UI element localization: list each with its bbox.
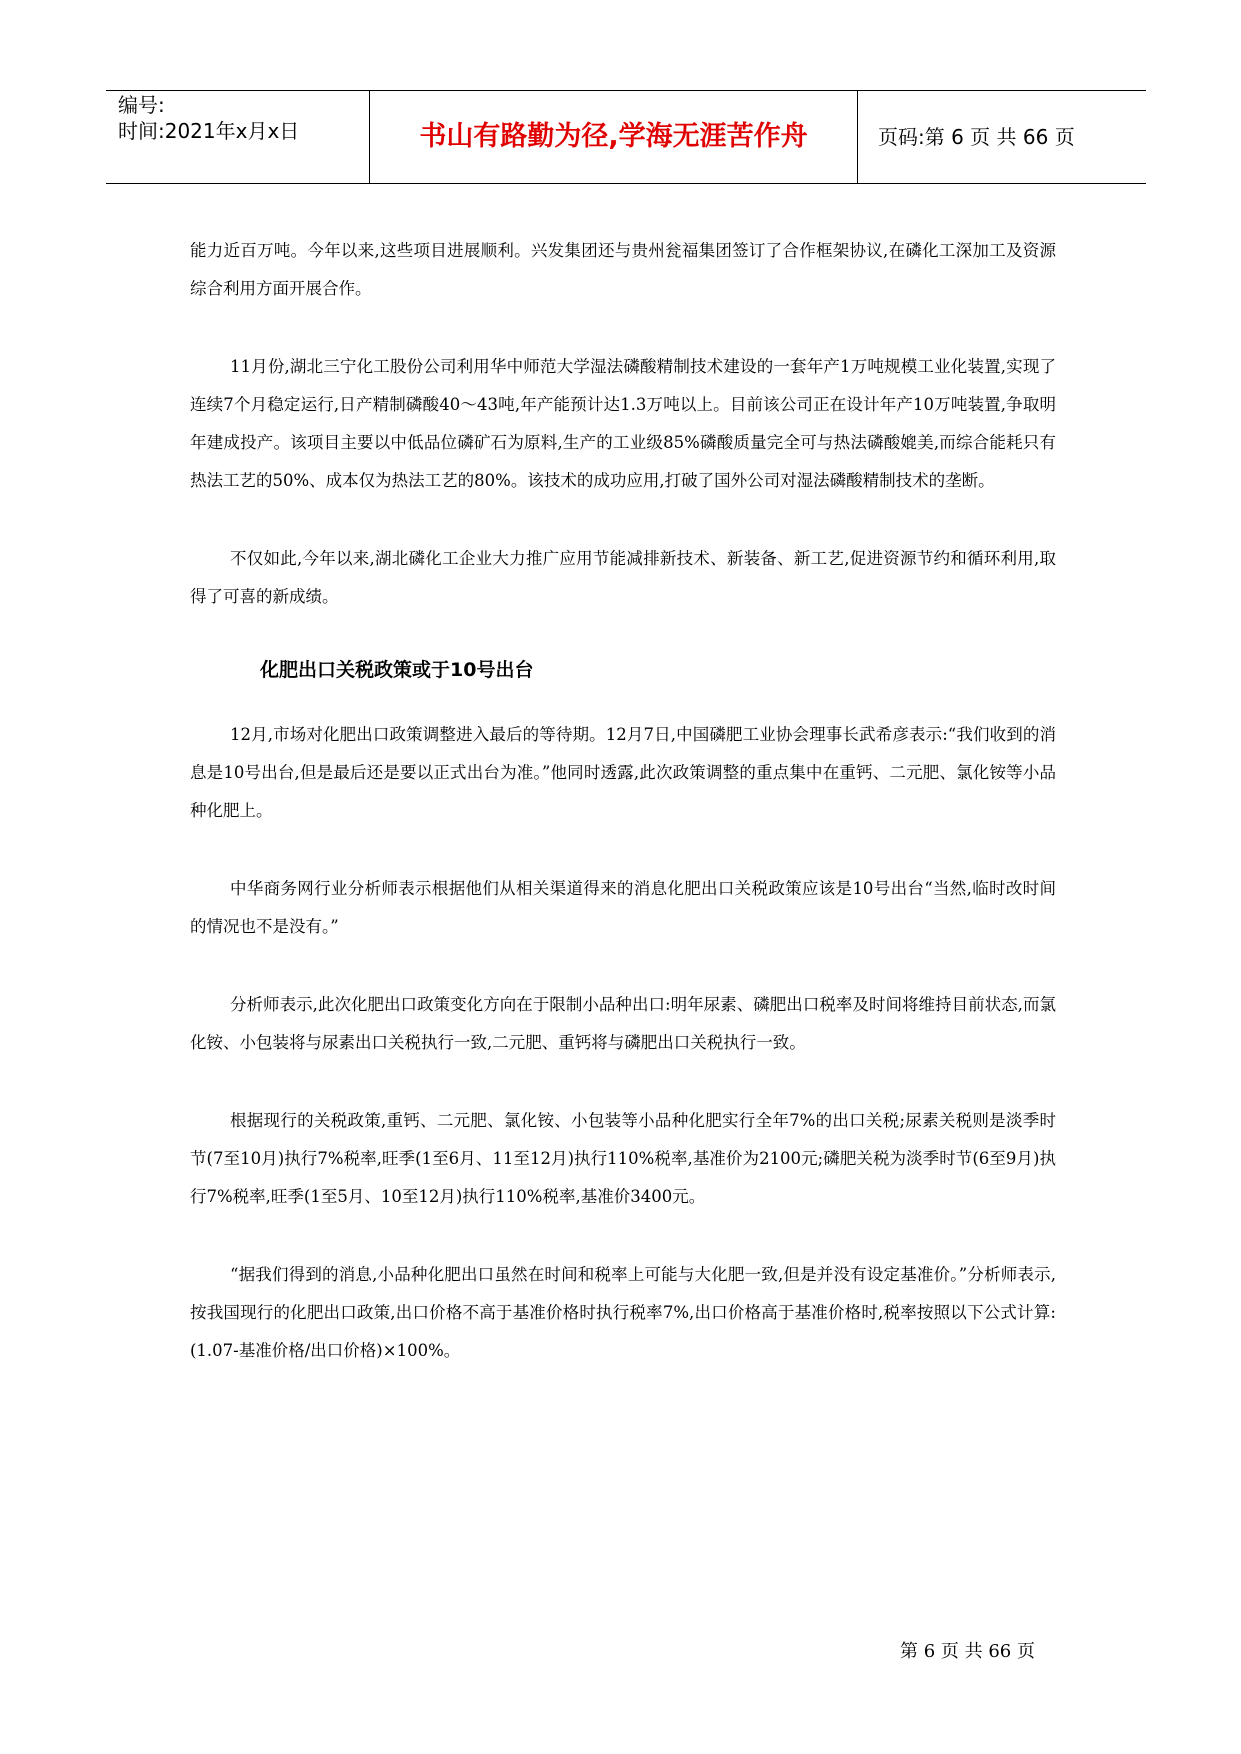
document-body	[190, 232, 1056, 1410]
document-time-label: 时间:2021年x月x日	[118, 119, 300, 143]
section-title: 化肥出口关税政策或于10号出台	[260, 659, 534, 681]
paragraph-2: 11月份,湖北三宁化工股份公司利用华中师范大学湿法磷酸精制技术建设的一套年产1万吨规模工业化装置,实现了连续7个月稳定运行,日产精制磷酸40～43吨,年产能预计达1.3万吨以上。目前该公司正在设计年产10万吨装置,争取明年建成投产。该项目主要以中低品位磷矿石为原料,生产的工业级85%磷酸质量完全可与热法磷酸媲美,而综合能耗只有热法工艺的50%、成本仅为热法工艺的80%。该技术的成功应用,打破了国外公司对湿法磷酸精制技术的垄断。	[190, 357, 1056, 490]
header-page-cell	[858, 91, 1146, 183]
paragraph-4: 12月,市场对化肥出口政策调整进入最后的等待期。12月7日,中国磷肥工业协会理事长武希彦表示:“我们收到的消息是10号出台,但是最后还是要以正式出台为准。”他同时透露,此次政策调整的重点集中在重钙、二元肥、氯化铵等小品种化肥上。	[190, 725, 1056, 820]
paragraph-8: “据我们得到的消息,小品种化肥出口虽然在时间和税率上可能与大化肥一致,但是并没有设定基准价。”分析师表示,按我国现行的化肥出口政策,出口价格不高于基准价格时执行税率7%,出口价格高于基准价格时,税率按照以下公式计算:(1.07-基准价格/出口价格)×100%。	[190, 1265, 1056, 1360]
document-number-label: 编号:	[118, 93, 165, 117]
paragraph-7: 根据现行的关税政策,重钙、二元肥、氯化铵、小包装等小品种化肥实行全年7%的出口关税;尿素关税则是淡季时节(7至10月)执行7%税率,旺季(1至6月、11至12月)执行110%税率,基准价为2100元;磷肥关税为淡季时节(6至9月)执行7%税率,旺季(1至5月、10至12月)执行110%税率,基准价3400元。	[190, 1111, 1056, 1206]
paragraph-6: 分析师表示,此次化肥出口政策变化方向在于限制小品种出口:明年尿素、磷肥出口税率及时间将维持目前状态,而氯化铵、小包装将与尿素出口关税执行一致,二元肥、重钙将与磷肥出口关税执行一致。	[190, 995, 1056, 1052]
header-motto: 书山有路勤为径,学海无涯苦作舟	[419, 121, 808, 152]
paragraph-1: 能力近百万吨。今年以来,这些项目进展顺利。兴发集团还与贵州瓮福集团签订了合作框架协议,在磷化工深加工及资源综合利用方面开展合作。	[190, 241, 1056, 298]
header-info-cell	[106, 91, 370, 183]
header-motto-cell	[370, 91, 858, 183]
page-footer: 第 6 页 共 66 页	[900, 1641, 1035, 1662]
header-page-number: 页码:第 6 页 共 66 页	[878, 125, 1075, 149]
page-header	[106, 90, 1146, 184]
paragraph-3: 不仅如此,今年以来,湖北磷化工企业大力推广应用节能减排新技术、新装备、新工艺,促进资源节约和循环利用,取得了可喜的新成绩。	[190, 549, 1056, 606]
paragraph-5: 中华商务网行业分析师表示根据他们从相关渠道得来的消息化肥出口关税政策应该是10号出台“当然,临时改时间的情况也不是没有。”	[190, 879, 1056, 936]
